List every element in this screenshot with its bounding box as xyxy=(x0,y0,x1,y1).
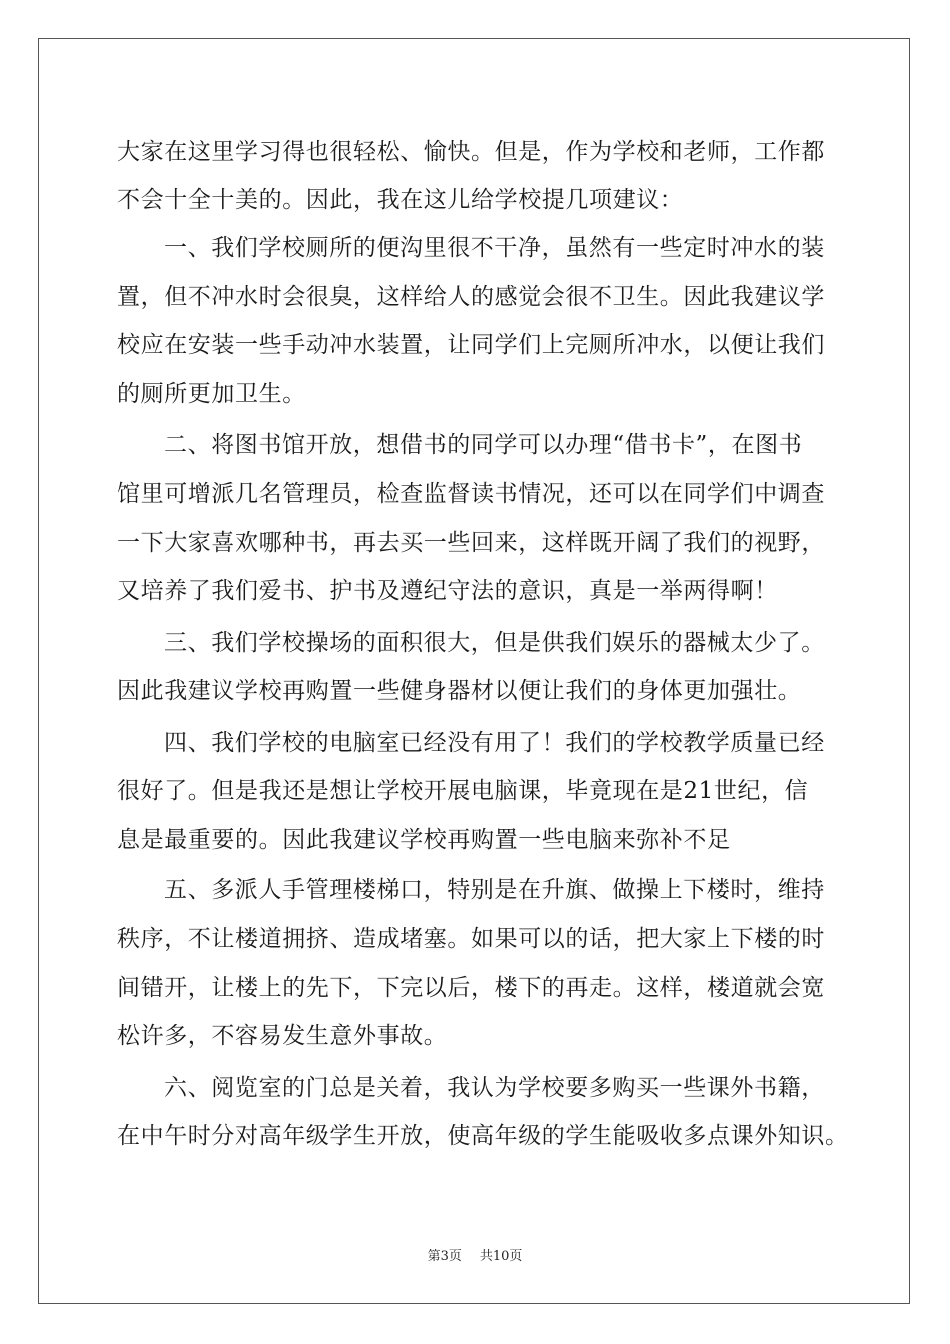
paragraph-5-start: 五、多派人手管理楼梯口，特别是在升旗、做操上下楼时，维持 xyxy=(164,877,825,903)
paragraph-1-start: 一、我们学校厕所的便沟里很不干净，虽然有一些定时冲水的装 xyxy=(164,235,825,261)
paragraph-2-start: 二、将图书馆开放，想借书的同学可以办理“借书卡”，在图书 xyxy=(164,432,803,458)
text-line: 间错开，让楼上的先下，下完以后，楼下的再走。这样，楼道就会宽 xyxy=(117,975,825,1001)
text-line: 很好了。但是我还是想让学校开展电脑课，毕竟现在是21世纪，信 xyxy=(117,778,809,804)
page-number: 第3页 xyxy=(427,1249,462,1264)
text-line: 秩序，不让楼道拥挤、造成堵塞。如果可以的话，把大家上下楼的时 xyxy=(117,926,825,952)
text-line: 在中午时分对高年级学生开放，使高年级的学生能吸收多点课外知识。 xyxy=(117,1123,849,1149)
text-line: 的厕所更加卫生。 xyxy=(117,381,306,407)
paragraph-3-start: 三、我们学校操场的面积很大，但是供我们娱乐的器械太少了。 xyxy=(164,630,825,656)
text-line: 又培养了我们爱书、护书及遵纪守法的意识，真是一举两得啊！ xyxy=(117,578,778,604)
text-line: 一下大家喜欢哪种书，再去买一些回来，这样既开阔了我们的视野， xyxy=(117,530,825,556)
text-line: 息是最重要的。因此我建议学校再购置一些电脑来弥补不足 xyxy=(117,827,731,853)
text-line: 置，但不冲水时会很臭，这样给人的感觉会很不卫生。因此我建议学 xyxy=(117,284,825,310)
text-line: 大家在这里学习得也很轻松、愉快。但是，作为学校和老师，工作都 xyxy=(117,139,825,165)
text-line: 馆里可增派几名管理员，检查监督读书情况，还可以在同学们中调查 xyxy=(117,481,825,507)
page-footer xyxy=(0,1249,950,1265)
text-line: 不会十全十美的。因此，我在这儿给学校提几项建议： xyxy=(117,187,684,213)
page-total: 共10页 xyxy=(479,1249,523,1264)
paragraph-6-start: 六、阅览室的门总是关着，我认为学校要多购买一些课外书籍， xyxy=(164,1075,825,1101)
page-border xyxy=(38,38,910,1304)
text-line: 松许多，不容易发生意外事故。 xyxy=(117,1023,448,1049)
text-line: 校应在安装一些手动冲水装置，让同学们上完厕所冲水，以便让我们 xyxy=(117,332,825,358)
paragraph-4-start: 四、我们学校的电脑室已经没有用了！我们的学校教学质量已经 xyxy=(164,730,825,756)
text-line: 因此我建议学校再购置一些健身器材以便让我们的身体更加强壮。 xyxy=(117,678,802,704)
